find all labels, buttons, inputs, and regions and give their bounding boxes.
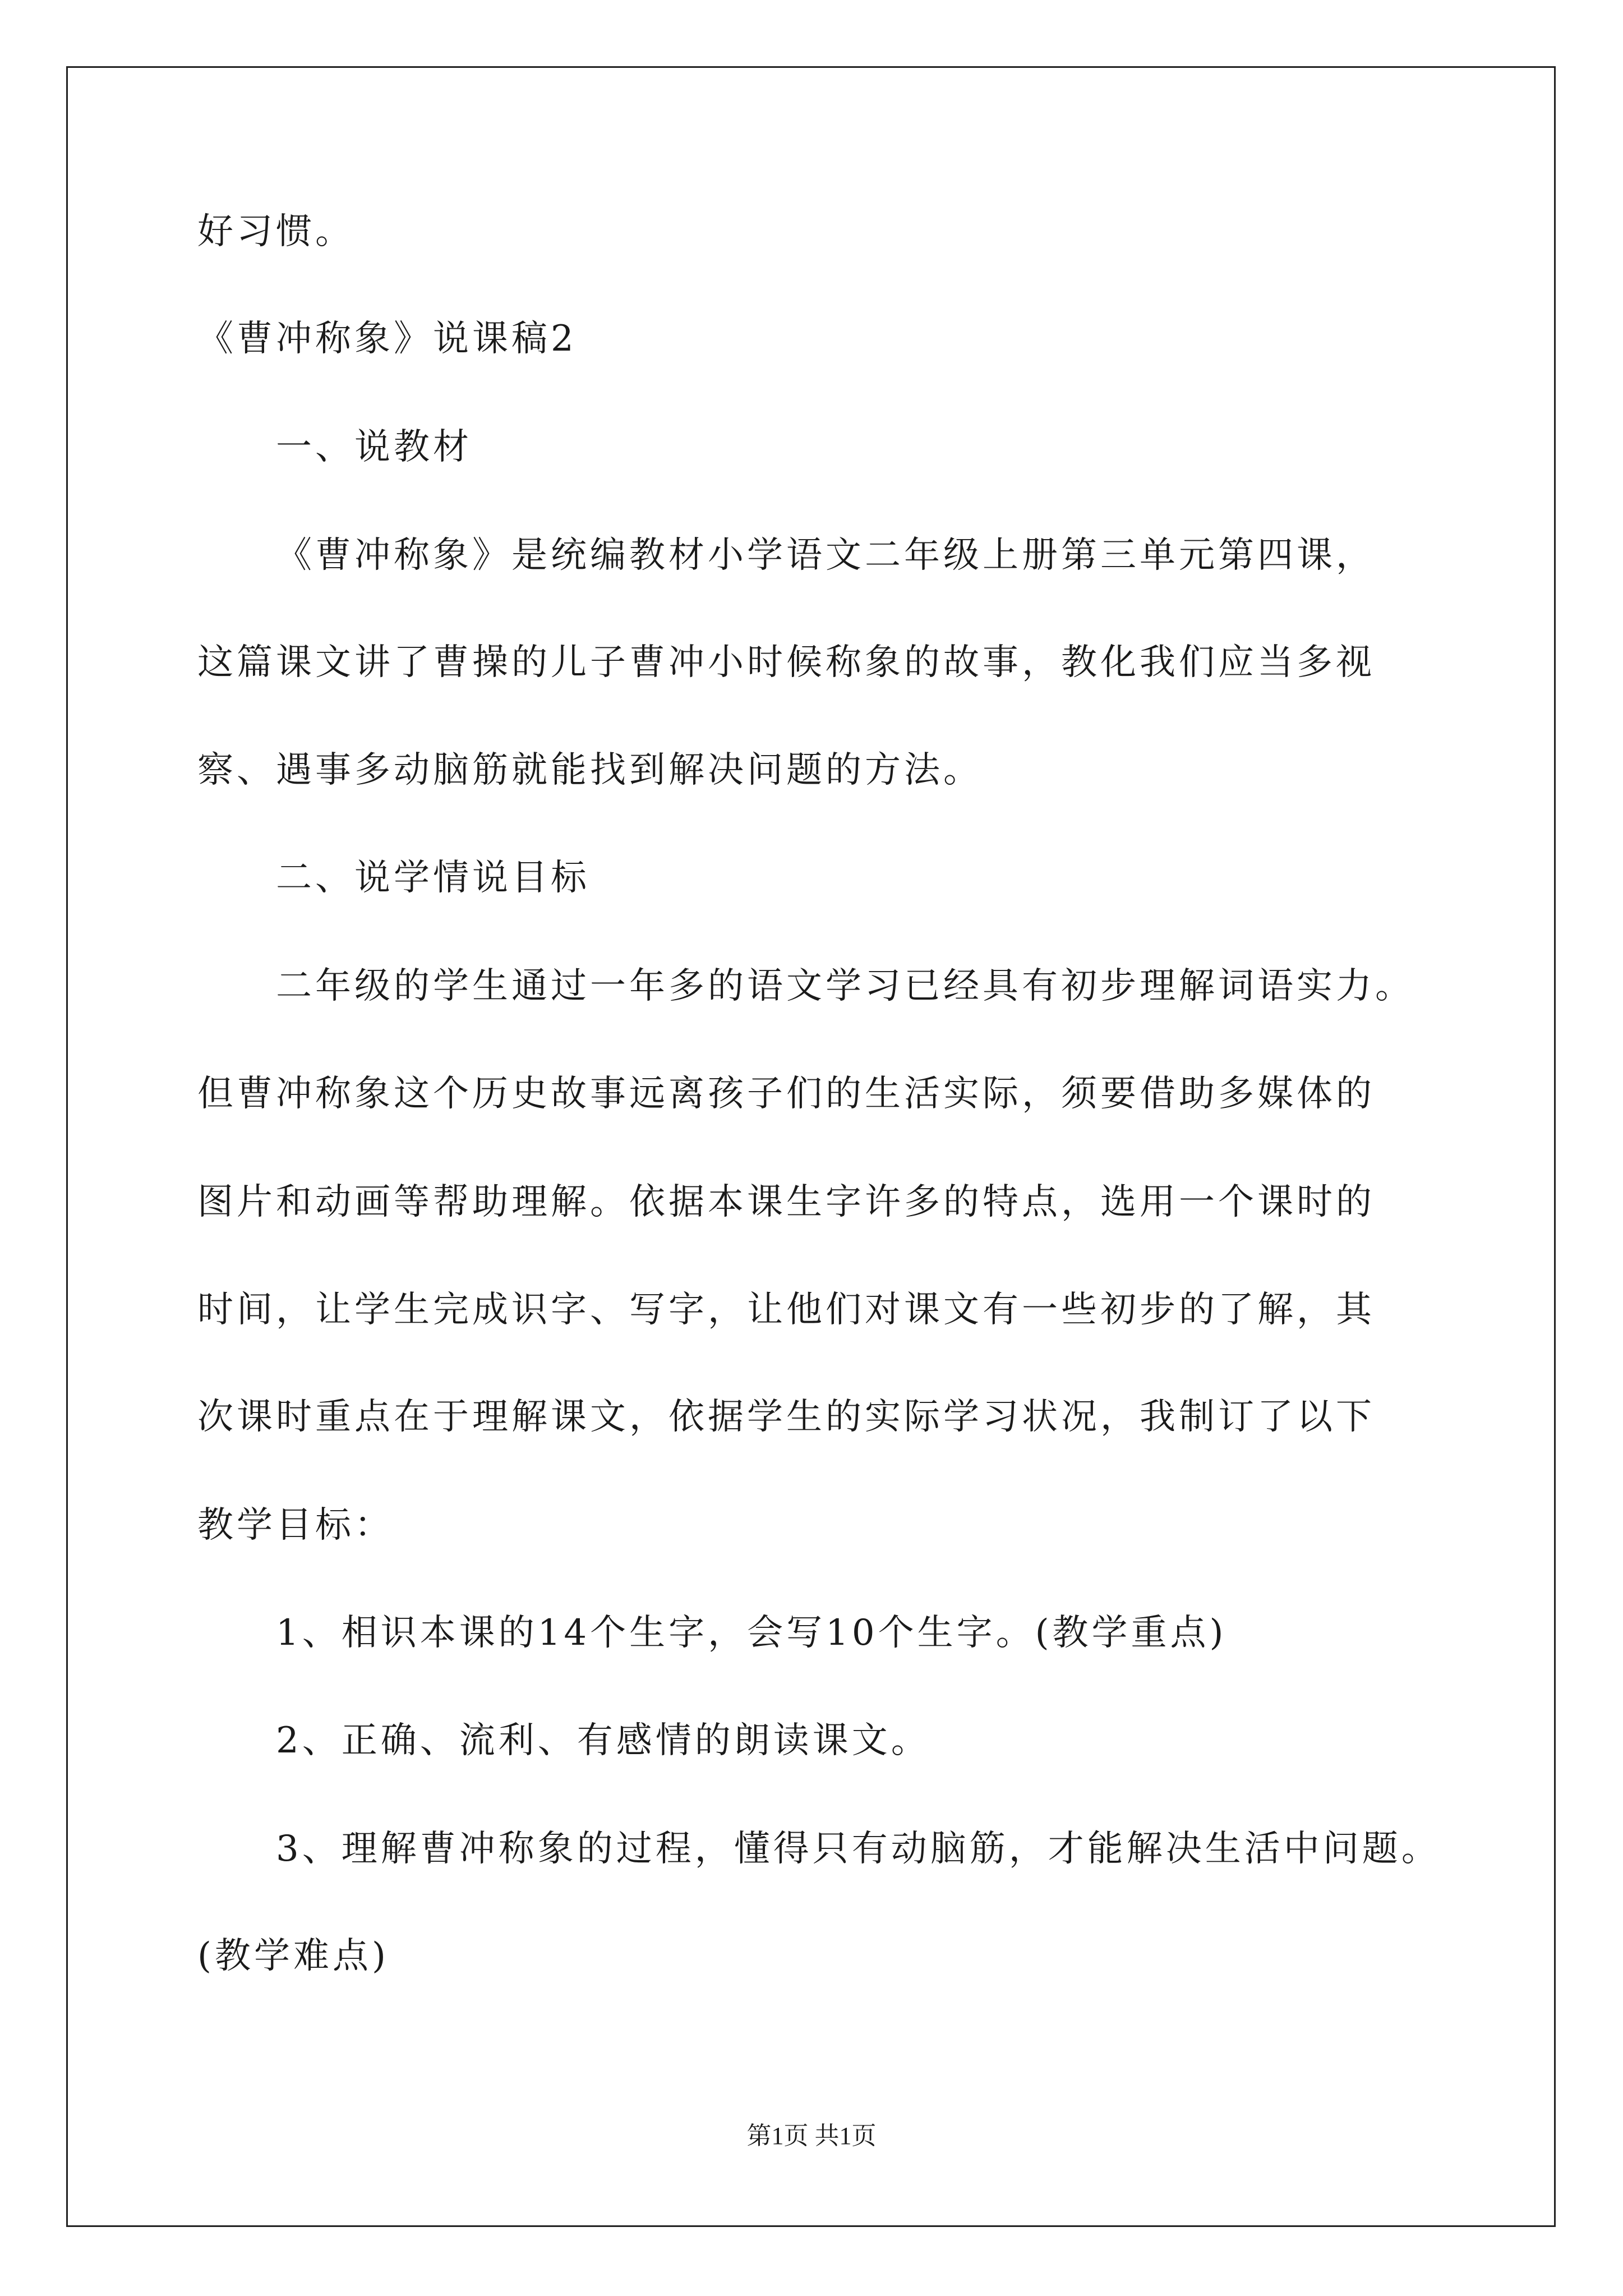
paragraph-line: 这篇课文讲了曹操的儿子曹冲小时候称象的故事，教化我们应当多视	[197, 642, 1375, 683]
paragraph-line: 但曹冲称象这个历史故事远离孩子们的生活实际，须要借助多媒体的	[197, 1073, 1375, 1115]
section-heading: 二、说学情说目标	[276, 857, 590, 899]
paragraph-line: 二年级的学生通过一年多的语文学习已经具有初步理解词语实力。	[276, 965, 1414, 1007]
paragraph-line: 时间，让学生完成识字、写字，让他们对课文有一些初步的了解，其	[197, 1289, 1375, 1331]
paragraph-line: 图片和动画等帮助理解。依据本课生字许多的特点，选用一个课时的	[197, 1181, 1375, 1223]
page-frame	[66, 66, 1556, 2227]
paragraph-line: 《曹冲称象》是统编教材小学语文二年级上册第三单元第四课，	[276, 535, 1375, 576]
paragraph-line: 察、遇事多动脑筋就能找到解决问题的方法。	[197, 749, 983, 791]
list-item: 2、正确、流利、有感情的朗读课文。	[276, 1720, 930, 1761]
paragraph-line: 好习惯。	[197, 211, 354, 252]
paragraph-line: 教学目标：	[197, 1504, 394, 1546]
list-item: 3、理解曹冲称象的过程，懂得只有动脑筋，才能解决生活中问题。	[276, 1828, 1441, 1870]
list-item: 1、相识本课的14个生字，会写10个生字。(教学重点)	[276, 1612, 1227, 1654]
page-footer: 第1页 共1页	[746, 2122, 877, 2150]
paragraph-line: (教学难点)	[197, 1935, 389, 1977]
section-heading: 一、说教材	[276, 426, 472, 468]
paragraph-line: 次课时重点在于理解课文，依据学生的实际学习状况，我制订了以下	[197, 1396, 1375, 1438]
section-title: 《曹冲称象》说课稿2	[197, 318, 577, 360]
